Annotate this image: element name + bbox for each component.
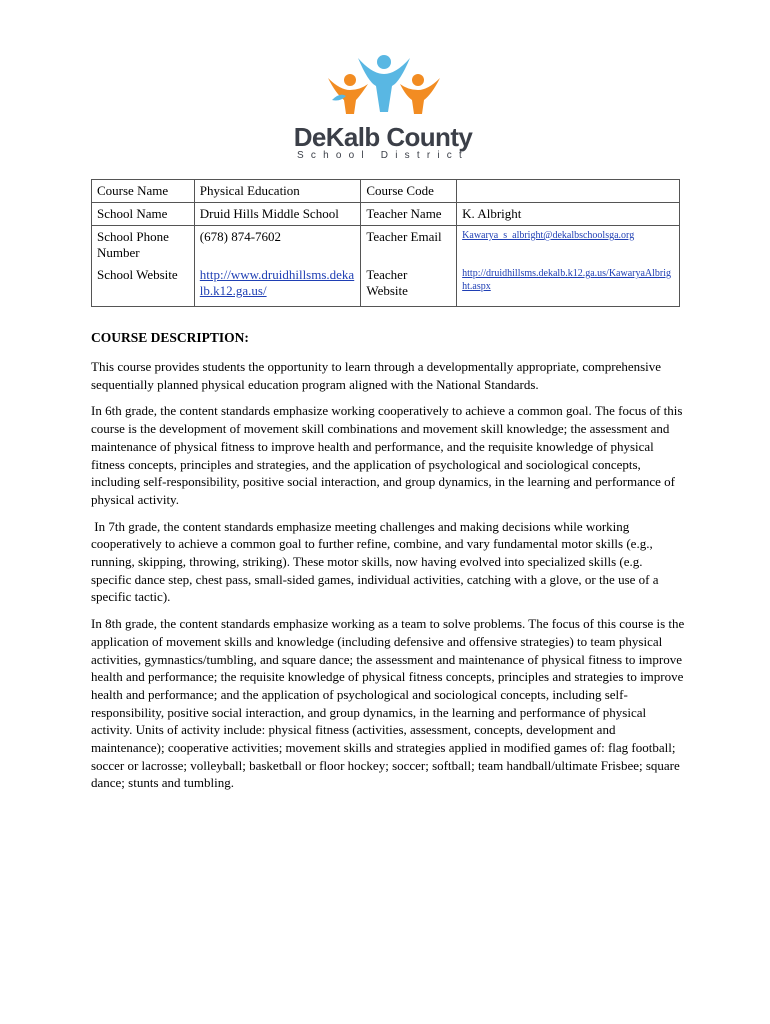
course-code-label: Course Code — [361, 180, 457, 203]
description-grade-8: In 8th grade, the content standards emphasize working as a team to solve problems. The focus of this course is the application of movement skills and knowledge (including defensive and offensive strategies) to team physical activities, gymnastics/tumbling, and square dance; the assessment and maintenance of physical fitness to improve health and performance; the requisite knowledge of physical fitness concepts, principles and strategies to improve health and performance; and the application of psychological and sociological concepts, including self-responsibility, positive social interaction, and group dynamics, in the learning and performance of physical activity. Units of activity include: physical fitness (activities, assessment, concepts, development and maintenance); cooperative activities; movement skills and strategies applied in modified games of: flag football; soccer or lacrosse; volleyball; basketball or floor hockey; soccer; softball; team handball/ultimate Frisbee; square dance; stunts and tumbling. — [91, 616, 685, 791]
course-code-value — [457, 180, 680, 203]
course-name-value: Physical Education — [194, 180, 361, 203]
teacher-name-value: K. Albright — [457, 203, 680, 226]
teacher-website-label: Teacher Website — [361, 264, 457, 306]
school-website-link[interactable]: http://www.druidhillsms.dekalb.k12.ga.us/ — [194, 264, 361, 306]
logo-district-name: DeKalb County — [293, 122, 473, 152]
table-row — [92, 203, 680, 226]
school-name-value: Druid Hills Middle School — [194, 203, 361, 226]
teacher-name-label: Teacher Name — [361, 203, 457, 226]
teacher-website-link[interactable]: http://druidhillsms.dekalb.k12.ga.us/KawaryaAlbright.aspx — [457, 264, 680, 306]
table-row — [92, 180, 680, 203]
course-description-body — [91, 358, 686, 801]
course-info-table — [91, 179, 680, 307]
school-website-label: School Website — [92, 264, 195, 306]
course-name-label: Course Name — [92, 180, 195, 203]
description-grade-6: In 6th grade, the content standards emphasize working cooperatively to achieve a common goal. The focus of this course is the development of movement skill combinations and movement skill knowledge; the assessment and maintenance of physical fitness to improve health and performance, and the requisite knowledge of physical fitness concepts, principles and strategies, and the application of psychological and sociological concepts, including self-responsibility, positive social interaction, and group dynamics, in the learning and performance of physical activity. — [91, 403, 683, 507]
people-figures-icon — [288, 52, 478, 122]
table-row — [92, 226, 680, 265]
description-grade-7: In 7th grade, the content standards emphasize meeting challenges and making decisions while working cooperatively to achieve a common goal to further refine, combine, and vary fundamental motor skills (e.g., running, skipping, throwing, striking). These motor skills, now having evolved into specialized skills (e.g. specific dance step, chest pass, small-sided games, individual activities, catching with a glove, or the use of a specific tactic). — [91, 518, 662, 605]
description-intro: This course provides students the opportunity to learn through a developmentally appropriate, comprehensive sequentially planned physical education program aligned with the National Standards. — [91, 359, 662, 392]
course-description-heading: COURSE DESCRIPTION: — [91, 330, 249, 345]
teacher-email-label: Teacher Email — [361, 226, 457, 265]
district-logo — [288, 52, 478, 164]
teacher-email-link[interactable]: Kawarya_s_albright@dekalbschoolsga.org — [457, 226, 680, 265]
school-phone-label: School Phone Number — [92, 226, 195, 265]
logo-district-subtitle: School District — [297, 150, 469, 161]
school-name-label: School Name — [92, 203, 195, 226]
school-phone-value: (678) 874-7602 — [194, 226, 361, 265]
table-row — [92, 264, 680, 306]
